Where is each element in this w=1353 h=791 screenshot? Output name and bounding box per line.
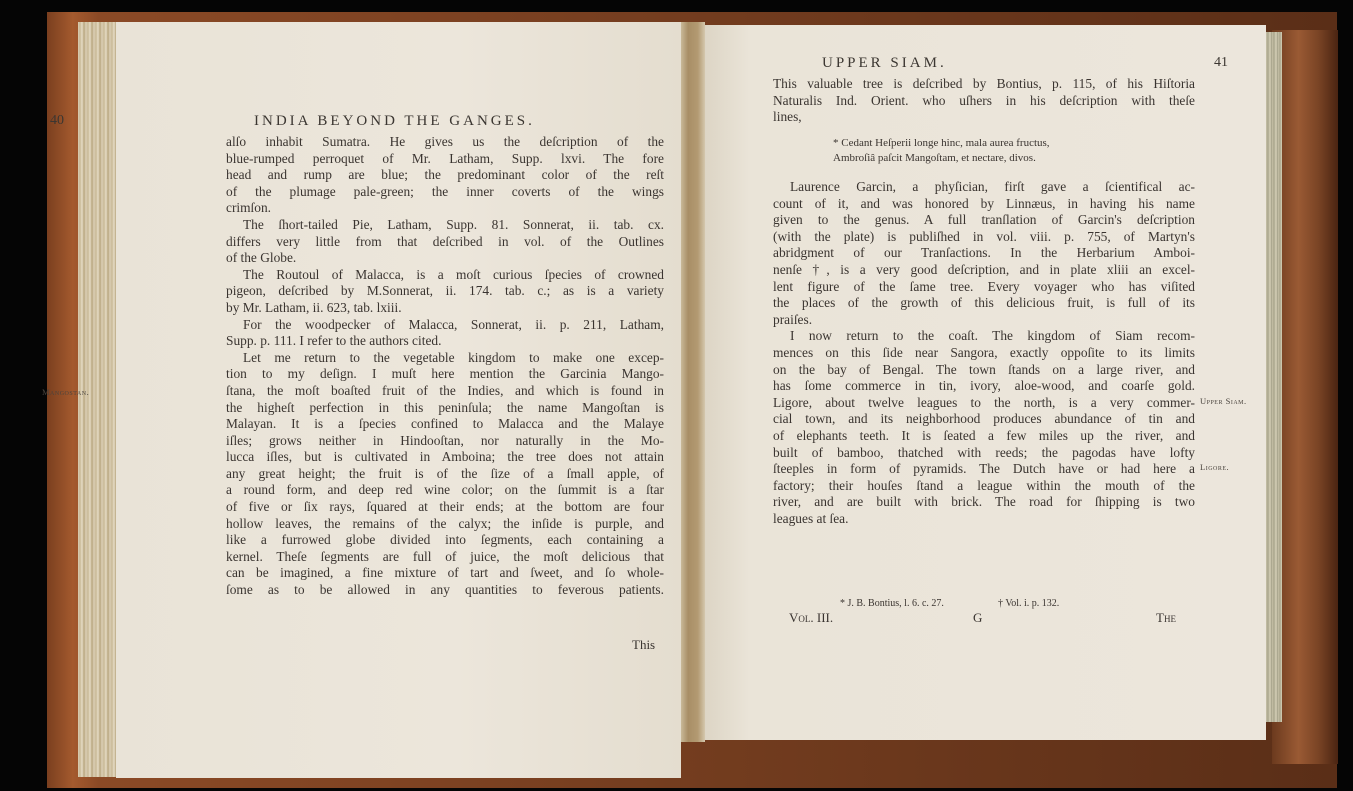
text-line: I now return to the coaſt. The kingdom of Siam recom-: [790, 328, 1195, 344]
text-line: praiſes.: [773, 311, 813, 327]
left-page: [42, 22, 681, 778]
text-line: Let me return to the vegetable kingdom to make one excep-: [243, 349, 664, 365]
text-line: crimſon.: [226, 200, 271, 216]
text-line: of the Globe.: [226, 250, 297, 266]
page-number: 40: [50, 113, 64, 128]
latin-verse: [833, 136, 1050, 166]
text-line: of elephants teeth. It is ſeated a few miles up the river, and: [773, 427, 1195, 443]
text-line: alſo inhabit Sumatra. He gives us the deſcription of the: [226, 134, 664, 149]
text-line: lucca iſles, but is cultivated in Amboina; the tree does not attain: [226, 449, 664, 465]
text-line: pigeon, deſcribed by M.Sonnerat, ii. 174. tab. c.; as is a variety: [226, 283, 664, 299]
text-line: The ſhort-tailed Pie, Latham, Supp. 81. Sonnerat, ii. tab. cx.: [243, 216, 664, 232]
text-line: count of it, and was honored by Linnæus, in having his name: [773, 195, 1195, 211]
text-line: has ſome commerce in tin, ivory, aloe-wood, and coarſe gold.: [773, 378, 1195, 394]
text-line: ſome as to be allowed in any quantities to feverous patients.: [226, 582, 664, 598]
text-line: tion to my deſign. I muſt here mention the Garcinia Mango-: [226, 366, 664, 382]
margin-note-ligore: Ligore.: [1200, 462, 1230, 472]
text-line: can be imagined, a fine mixture of tart and ſweet, and ſo whole-: [226, 565, 664, 581]
margin-note-upper-siam: Upper Siam.: [1200, 396, 1247, 406]
text-line: iſles; grows neither in Hindooſtan, nor naturally in the Mo-: [226, 432, 664, 448]
right-body-text: [773, 179, 1195, 527]
text-line: The Routoul of Malacca, is a moſt curious ſpecies of crowned: [243, 266, 664, 282]
page-edges-right: [1266, 32, 1282, 722]
text-line: cial town, and its neighborhood produces abundance of tin and: [773, 411, 1195, 427]
text-line: a round form, and deep red wine color; on the ſummit is a ſtar: [226, 482, 664, 498]
text-line: hollow leaves, the remains of the calyx; the inſide is purple, and: [226, 515, 664, 531]
running-head: INDIA BEYOND THE GANGES.: [254, 113, 535, 129]
text-line: lines,: [773, 109, 802, 125]
text-line: on the bay of Bengal. The town ſtands on a large river, and: [773, 361, 1195, 377]
signature-mark: G: [973, 610, 983, 625]
text-line: (with the plate) is publiſhed in vol. viii. p. 755, of Martyn's: [773, 228, 1195, 244]
text-line: Naturalis Ind. Orient. who uſhers in his deſcription with theſe: [773, 92, 1195, 108]
text-line: built of bamboo, thatched with reeds; the pagodas have lofty: [773, 444, 1195, 460]
text-line: abridgment of our Tranſactions. In the Herbarium Amboi-: [773, 245, 1195, 261]
text-line: any great height; the fruit is of the ſize of a ſmall apple, of: [226, 465, 664, 481]
text-line: by Mr. Latham, ii. 623, tab. lxiii.: [226, 299, 402, 315]
verse-line: * Cedant Heſperii longe hinc, mala aurea fructus,: [833, 137, 1050, 149]
text-line: nenſe †, is a very good deſcription, and in plate xliii an excel-: [773, 261, 1195, 277]
catchword: This: [632, 637, 656, 652]
page-edges-left: [78, 22, 116, 777]
margin-note-mangostan: Mangostan.: [42, 387, 90, 397]
right-intro-text: [773, 76, 1195, 126]
text-line: Ligore, about twelve leagues to the north, is a very commer-: [773, 394, 1195, 410]
text-line: For the woodpecker of Malacca, Sonnerat, ii. p. 211, Latham,: [243, 316, 664, 332]
text-line: Supp. p. 111. I refer to the authors cited.: [226, 333, 442, 349]
text-line: ſtana, the moſt boaſted fruit of the Indies, and which is found in: [226, 382, 664, 398]
text-line: the places of the growth of this delicious fruit, is full of its: [773, 295, 1195, 311]
text-line: lent figure of the ſame tree. Every voyager who has viſited: [773, 278, 1195, 294]
book-gutter: [681, 22, 705, 742]
text-line: river, and are built with brick. The road for ſhipping is two: [773, 494, 1195, 510]
text-line: factory; their houſes ſtand a league within the mouth of the: [773, 477, 1195, 493]
text-line: blue-rumped perroquet of Mr. Latham, Supp. lxvi. The fore: [226, 150, 664, 166]
text-line: of the plumage pale-green; the inner coverts of the wings: [226, 183, 664, 199]
right-page: [705, 25, 1266, 740]
text-line: mences on this ſide near Sangora, exactly oppoſite to its limits: [773, 344, 1195, 360]
text-line: of five or ſix rays, ſquared at their ends; at the bottom are four: [226, 499, 664, 515]
text-line: kernel. Theſe ſegments are full of juice, the moſt delicious that: [226, 548, 664, 564]
text-line: like a furrowed globe divided into ſegments, each containing a: [226, 532, 664, 548]
verse-line: Ambroſiâ paſcit Mangoſtam, et nectare, divos.: [833, 152, 1036, 164]
text-line: head and rump are blue; the predominant color of the reſt: [226, 167, 664, 183]
text-line: Laurence Garcin, a phyſician, firſt gave a ſcientifical ac-: [790, 179, 1195, 194]
running-head: UPPER SIAM.: [822, 55, 947, 71]
footnote-vol: † Vol. i. p. 132.: [998, 598, 1060, 609]
page-number: 41: [1214, 55, 1228, 70]
text-line: This valuable tree is deſcribed by Bontius, p. 115, of his Hiſtoria: [773, 76, 1195, 91]
text-line: Malayan. It is a ſpecies confined to Malacca and the Malaye: [226, 416, 664, 432]
text-line: leagues at ſea.: [773, 510, 849, 526]
footnote-bontius: * J. B. Bontius, l. 6. c. 27.: [840, 598, 944, 609]
text-line: differs very little from that deſcribed in vol. of the Outlines: [226, 233, 664, 249]
text-line: ſteeples in form of pyramids. The Dutch have or had here a: [773, 461, 1195, 477]
volume-label: Vol. III.: [789, 610, 834, 625]
catchword: The: [1156, 610, 1176, 625]
left-body-text: [226, 134, 664, 599]
text-line: given to the genus. A full tranſlation of Garcin's deſcription: [773, 212, 1195, 228]
text-line: the higheſt perfection in this peninſula; the name Mangoſtan is: [226, 399, 664, 415]
